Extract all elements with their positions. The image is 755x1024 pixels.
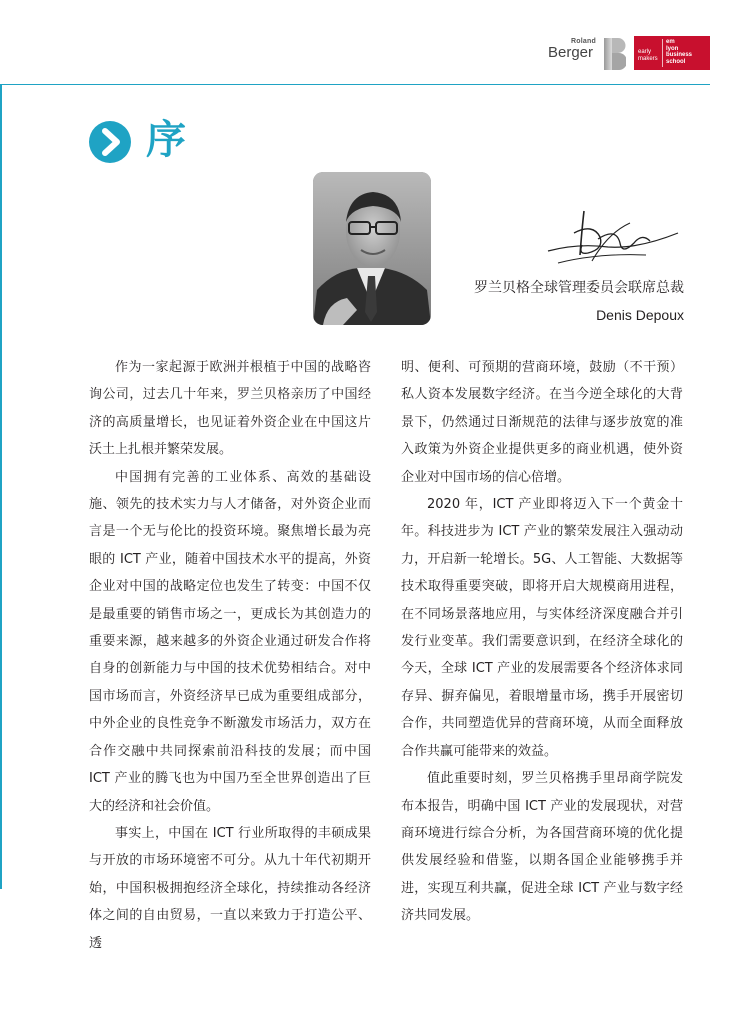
header-rule	[0, 84, 710, 85]
paragraph: 2020 年，ICT 产业即将迈入下一个黄金十年。科技进步为 ICT 产业的繁荣发展注入强动动力，开启新一轮增长。5G、人工智能、大数据等技术取得重要突破，即将开启大规模商用进程，在不同场景落地应用，与实体经济深度融合并引发行业变革。我们需要意识到，在经济全球化的今天，全球 ICT 产业的发展需要各个经济体求同存异、摒弃偏见，着眼增量市场，携手开展密切合作，共同塑造优异的营商环境，从而全面释放合作共赢可能带来的效益。	[401, 497, 683, 759]
signatory-name: Denis Depoux	[596, 307, 684, 323]
logo-separator	[662, 39, 663, 67]
logo-em-left-text: early makers	[638, 49, 658, 62]
paragraph-continued: 明、便利、可预期的营商环境，鼓励（不干预）私人资本发展数字经济。在当今逆全球化的大背景下，仍然通过日渐规范的法律与逐步放宽的准入政策为外资企业提供更多的商业机遇，使外资企业对中国市场的信心倍增。	[401, 360, 683, 485]
signatory-role: 罗兰贝格全球管理委员会联席总裁	[474, 280, 684, 296]
signature-image	[538, 203, 688, 268]
paragraph: 作为一家起源于欧洲并根植于中国的战略咨询公司，过去几十年来，罗兰贝格亲历了中国经济的高质量增长，也见证着外资企业在中国这片沃土上扎根并繁荣发展。	[89, 360, 371, 458]
logo-berger-text: Berger	[548, 44, 594, 61]
portrait-illustration	[313, 172, 431, 325]
logo-roland-text: Roland	[571, 38, 596, 45]
body-column-left	[89, 354, 371, 957]
b-mark-icon	[604, 38, 626, 70]
paragraph: 值此重要时刻，罗兰贝格携手里昂商学院发布本报告，明确中国 ICT 产业的发展现状，对营商环境进行综合分析，为各国营商环境的优化提供发展经验和借鉴，以期各国企业能够携手并进，实现互利共赢，促进全球 ICT 产业与数字经济共同发展。	[401, 771, 683, 924]
paragraph: 事实上，中国在 ICT 行业所取得的丰硕成果与开放的市场环境密不可分。从九十年代初期开始，中国积极拥抱经济全球化，持续推动各经济体之间的自由贸易，一直以来致力于打造公平、透	[89, 825, 371, 951]
page-title: 序	[146, 117, 186, 163]
portrait-photo	[313, 172, 431, 325]
chevron-right-icon	[88, 120, 132, 164]
left-margin-rule	[0, 84, 2, 889]
roland-berger-logo	[548, 38, 628, 70]
em-lyon-logo	[634, 36, 710, 70]
body-column-right	[401, 354, 683, 930]
paragraph: 中国拥有完善的工业体系、高效的基础设施、领先的技术实力与人才储备，对外资企业而言是一个无与伦比的投资环境。聚焦增长最为亮眼的 ICT 产业，随着中国技术水平的提高，外资企业对中国的战略定位也发生了转变：中国不仅是最重要的销售市场之一，更成长为其创造力的重要来源，越来越多的外资企业通过研发合作将自身的创新能力与中国的技术优势相结合。对中国市场而言，外资经济早已成为重要组成部分，中外企业的良性竞争不断激发市场活力，双方在合作交融中共同探索前沿科技的发展；而中国 ICT 产业的腾飞也为中国乃至全世界创造出了巨大的经济和社会价值。	[89, 469, 371, 814]
logo-em-right-text: em lyon business school	[666, 39, 693, 65]
